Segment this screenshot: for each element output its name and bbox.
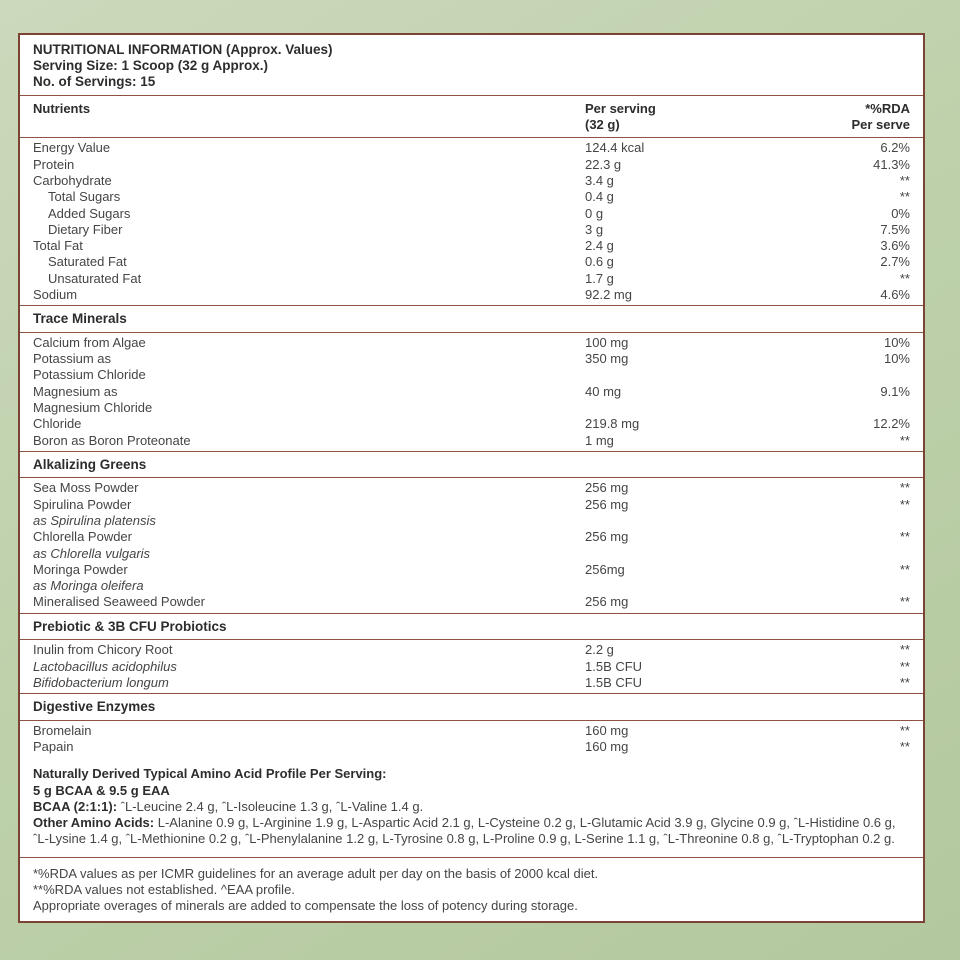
footnote-not-established: **%RDA values not established. ^EAA profile. [33,882,295,897]
nutrient-name [33,157,585,173]
nutrient-rda: 10% [883,334,910,350]
nutrient-amount: 256 mg [585,496,629,512]
nutrient-rda: ** [899,270,910,286]
footnotes [20,858,923,921]
table-row [33,335,910,351]
table-row [33,173,910,189]
table-row [33,254,910,270]
nutrient-rda: ** [899,529,910,545]
nutrient-name [33,335,585,351]
nutrient-name [33,287,585,303]
column-header-rda: *%RDA Per serve [851,100,910,133]
nutrient-name [33,238,585,254]
nutrient-rda: ** [899,642,910,658]
nutrient-name-line: Saturated Fat [48,254,127,270]
nutrient-name-line: Dietary Fiber [48,221,123,237]
nutrient-amount: 1.5B CFU [585,658,643,674]
table-row [33,384,910,417]
nutrient-name-line: Calcium from Algae [33,334,146,350]
table-row [33,433,910,449]
nutrient-amount: 0.6 g [585,254,614,270]
nutrient-rda: ** [899,496,910,512]
nutrient-name-line: Chloride [33,416,82,432]
nutrient-name-line: Sea Moss Powder [33,480,139,496]
nutrient-name-line: Total Fat [33,238,83,254]
nutrient-rda: 3.6% [880,238,910,254]
nutrient-rda: 12.2% [873,416,910,432]
nutrition-facts-panel [18,33,925,923]
nutrient-amount: 124.4 kcal [585,140,645,156]
nutrient-name [33,189,585,205]
table-row [33,206,910,222]
nutrient-rda: 2.7% [880,254,910,270]
table-row [33,157,910,173]
section-rows [20,721,923,758]
nutrient-name [33,173,585,189]
amino-acid-profile [20,757,923,857]
section-rows [20,478,923,613]
nutrient-name-line: Potassium Chloride [33,367,146,383]
nutrient-name [33,433,585,449]
nutrient-amount: 350 mg [585,351,629,367]
nutrient-amount: 1.5B CFU [585,674,643,690]
nutrient-amount: 3.4 g [585,172,614,188]
nutrient-amount: 256 mg [585,480,629,496]
nutrient-rda: 6.2% [880,140,910,156]
nutrient-amount: 2.2 g [585,642,614,658]
nutrient-name-line: Moringa Powder [33,561,128,577]
nutrient-rda: ** [899,738,910,754]
serving-size-text: Serving Size: 1 Scoop (32 g Approx.) [33,57,269,73]
nutrient-name-line: Magnesium as [33,383,118,399]
nutrient-amount: 256 mg [585,529,629,545]
section-title: Digestive Enzymes [20,694,923,721]
nutrient-amount: 160 mg [585,722,629,738]
column-header-row [20,96,923,139]
table-row [33,222,910,238]
nutrient-name-line: as Moringa oleifera [33,578,144,594]
nutrient-rda: ** [899,480,910,496]
nutrient-amount: 160 mg [585,738,629,754]
table-row [33,287,910,303]
other-amino-label: Other Amino Acids: [33,815,158,831]
panel-title: NUTRITIONAL INFORMATION (Approx. Values) [33,42,333,57]
nutrient-name-line: Bromelain [33,722,92,738]
nutrient-rda: ** [899,561,910,577]
section-rows [20,640,923,694]
nutrient-rda: ** [899,172,910,188]
nutrient-name-line: Sodium [33,286,78,302]
nutrient-name [33,222,585,238]
table-row [33,675,910,691]
nutrient-name [33,480,585,496]
nutrient-amount: 22.3 g [585,156,622,172]
nutrient-rda: ** [899,674,910,690]
footnote-rda-icmr: *%RDA values as per ICMR guidelines for an average adult per day on the basis of 2000 kcal diet. [33,865,599,881]
nutrient-name [33,497,585,530]
column-header-per-serving: Per serving (32 g) [585,100,656,133]
nutrient-rda: ** [899,189,910,205]
nutrient-name-line: Bifidobacterium longum [33,674,169,690]
nutrient-amount: 256 mg [585,594,629,610]
column-header-nutrients: Nutrients [33,100,91,116]
nutrient-name [33,271,585,287]
nutrient-amount: 100 mg [585,334,629,350]
nutrient-name [33,562,585,595]
nutrient-amount: 0.4 g [585,189,614,205]
nutrient-name [33,529,585,562]
nutrient-name [33,206,585,222]
nutrient-name-line: Mineralised Seaweed Powder [33,594,205,610]
nutrient-name [33,384,585,417]
nutrient-name-line: Lactobacillus acidophilus [33,658,177,674]
footnote-overages: Appropriate overages of minerals are added to compensate the loss of potency during storage. [33,898,578,914]
nutrient-rda: ** [899,658,910,674]
table-row [33,642,910,658]
table-row [33,480,910,496]
nutrient-name-line: Spirulina Powder [33,496,132,512]
nutrient-rda: ** [899,722,910,738]
nutrient-name-line: Carbohydrate [33,172,112,188]
bcaa-label: BCAA (2:1:1): [33,798,121,814]
nutrient-name-line: Inulin from Chicory Root [33,642,173,658]
nutrient-name-line: Magnesium Chloride [33,399,153,415]
nutrient-name [33,351,585,384]
other-amino-values: L-Alanine 0.9 g, L-Arginine 1.9 g, L-Aspartic Acid 2.1 g, L-Cysteine 0.2 g, L-Glutamic Acid 3.9 g, Glycine 0.9 g, ˆL-Histidine 0.6 g, ˆL-Lysine 1.4 g, ˆL-Methionine 0.2 g, ˆL-Phenylalanine 1.2 g, L-Tyrosine 0.8 g, L-Proline 0.9 g, L-Serine 1.1 g, ˆL-Threonine 0.8 g, ˆL-Tryptophan 0.2 g. [33,815,896,847]
nutrient-amount: 1.7 g [585,270,614,286]
table-row [33,238,910,254]
nutrient-rda: 7.5% [880,221,910,237]
nutrient-rda: 0% [891,205,910,221]
table-row [33,723,910,739]
nutrient-amount: 2.4 g [585,238,614,254]
nutrient-amount: 3 g [585,221,604,237]
nutrient-rda: 4.6% [880,286,910,302]
nutrient-rda: 10% [883,351,910,367]
nutrient-amount: 219.8 mg [585,416,640,432]
nutrition-table [20,138,923,757]
section-title: Prebiotic & 3B CFU Probiotics [20,614,923,641]
table-row [33,271,910,287]
other-amino-line [33,815,910,848]
nutrient-name-line: Added Sugars [48,205,131,221]
nutrient-rda: ** [899,594,910,610]
nutrient-name-line: as Spirulina platensis [33,512,156,528]
amino-heading-line2: 5 g BCAA & 9.5 g EAA [33,782,170,798]
section-rows [20,138,923,306]
nutrient-name-line: as Chlorella vulgaris [33,545,151,561]
nutrient-name [33,254,585,270]
nutrient-name [33,659,585,675]
table-row [33,416,910,432]
nutrient-name-line: Unsaturated Fat [48,270,142,286]
section-rows [20,333,923,452]
bcaa-values: ˆL-Leucine 2.4 g, ˆL-Isoleucine 1.3 g, ˆL-Valine 1.4 g. [120,798,424,814]
panel-header [20,35,923,96]
nutrient-rda: 9.1% [880,383,910,399]
table-row [33,659,910,675]
amino-heading-line1: Naturally Derived Typical Amino Acid Profile Per Serving: [33,766,387,782]
nutrient-name-line: Papain [33,738,74,754]
nutrient-rda: 41.3% [873,156,910,172]
nutrient-name [33,723,585,739]
nutrient-name-line: Total Sugars [48,189,121,205]
nutrient-name-line: Chlorella Powder [33,529,132,545]
table-row [33,189,910,205]
bcaa-line [33,799,910,815]
nutrient-name-line: Potassium as [33,351,112,367]
nutrient-amount: 40 mg [585,383,622,399]
nutrient-rda: ** [899,432,910,448]
nutrient-amount: 0 g [585,205,604,221]
nutrient-name-line: Boron as Boron Proteonate [33,432,191,448]
nutrient-name [33,594,585,610]
section-title: Trace Minerals [20,306,923,333]
table-row [33,140,910,156]
table-row [33,497,910,530]
nutrient-name [33,642,585,658]
nutrient-name [33,675,585,691]
nutrient-amount: 92.2 mg [585,286,632,302]
table-row [33,562,910,595]
nutrient-name [33,140,585,156]
nutrient-name [33,739,585,755]
section-title: Alkalizing Greens [20,452,923,479]
nutrient-name-line: Protein [33,156,75,172]
table-row [33,351,910,384]
servings-count-text: No. of Servings: 15 [33,73,156,89]
nutrient-amount: 256mg [585,561,625,577]
table-row [33,594,910,610]
table-row [33,529,910,562]
nutrient-name-line: Energy Value [33,140,111,156]
table-row [33,739,910,755]
nutrient-name [33,416,585,432]
nutrient-amount: 1 mg [585,432,614,448]
